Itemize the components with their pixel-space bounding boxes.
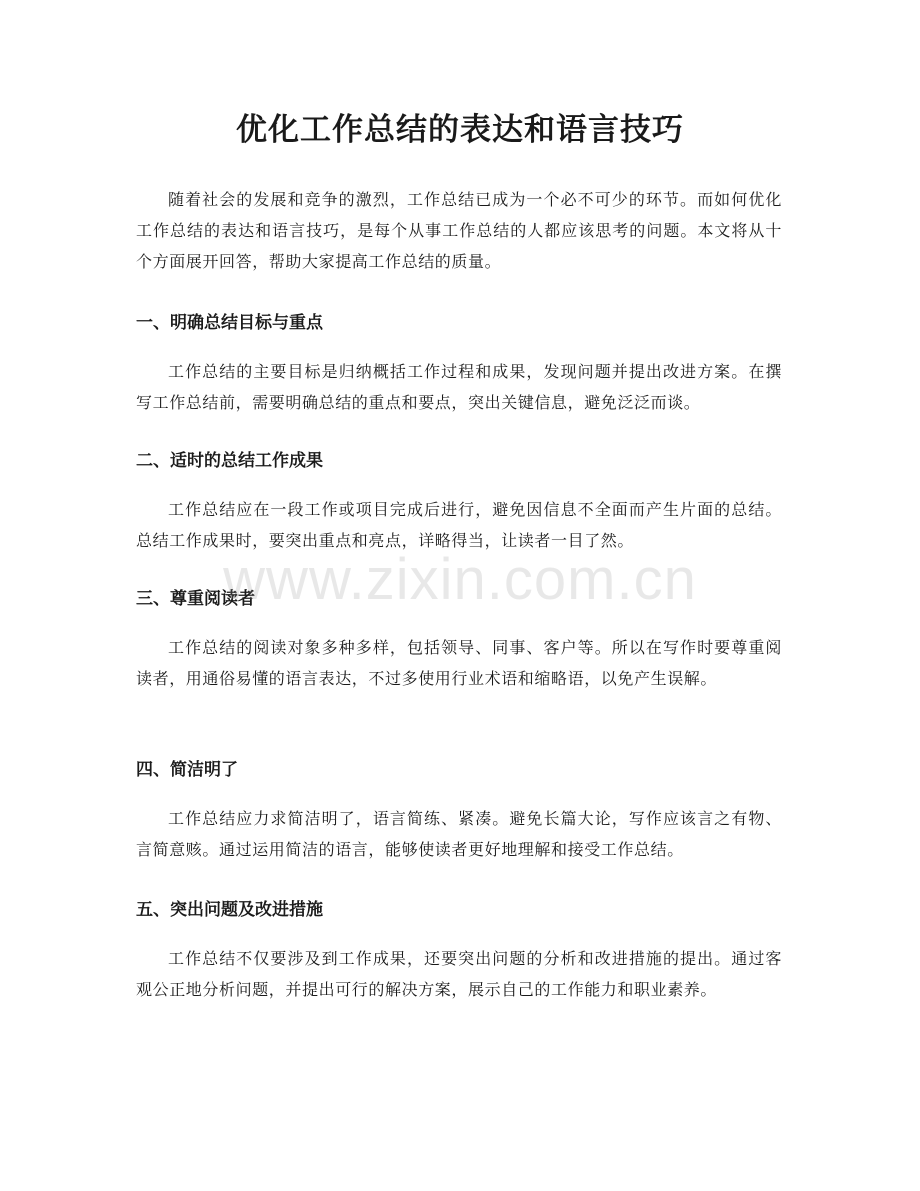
section-5 (136, 897, 782, 1005)
section-1 (136, 310, 782, 418)
watermark: www.zixin.com.cn (223, 547, 697, 612)
section-body: 工作总结的主要目标是归纳概括工作过程和成果，发现问题并提出改进方案。在撰写工作总结前，需要明确总结的重点和要点，突出关键信息，避免泛泛而谈。 (136, 362, 782, 412)
section-body: 工作总结不仅要涉及到工作成果，还要突出问题的分析和改进措施的提出。通过客观公正地分析问题，并提出可行的解决方案，展示自己的工作能力和职业素养。 (136, 949, 782, 999)
section-heading: 四、简洁明了 (136, 760, 238, 780)
intro-paragraph: 随着社会的发展和竞争的激烈，工作总结已成为一个必不可少的环节。而如何优化工作总结的表达和语言技巧，是每个从事工作总结的人都应该思考的问题。本文将从十个方面展开回答，帮助大家提高工作总结的质量。 (136, 190, 782, 271)
page-title: 优化工作总结的表达和语言技巧 (236, 112, 684, 148)
section-body: 工作总结的阅读对象多种多样，包括领导、同事、客户等。所以在写作时要尊重阅读者，用通俗易懂的语言表达，不过多使用行业术语和缩略语，以免产生误解。 (136, 638, 782, 688)
section-4 (136, 757, 782, 865)
section-heading: 二、适时的总结工作成果 (136, 451, 323, 471)
section-body: 工作总结应在一段工作或项目完成后进行，避免因信息不全面而产生片面的总结。总结工作成果时，要突出重点和亮点，详略得当，让读者一目了然。 (136, 500, 782, 550)
section-heading: 五、突出问题及改进措施 (136, 900, 323, 920)
section-body: 工作总结应力求简洁明了，语言简练、紧凑。避免长篇大论，写作应该言之有物、言简意赅。通过运用简洁的语言，能够使读者更好地理解和接受工作总结。 (136, 809, 782, 859)
section-2 (136, 448, 782, 556)
section-heading: 一、明确总结目标与重点 (136, 313, 323, 333)
section-heading: 三、尊重阅读者 (136, 589, 255, 609)
section-3 (136, 586, 782, 694)
